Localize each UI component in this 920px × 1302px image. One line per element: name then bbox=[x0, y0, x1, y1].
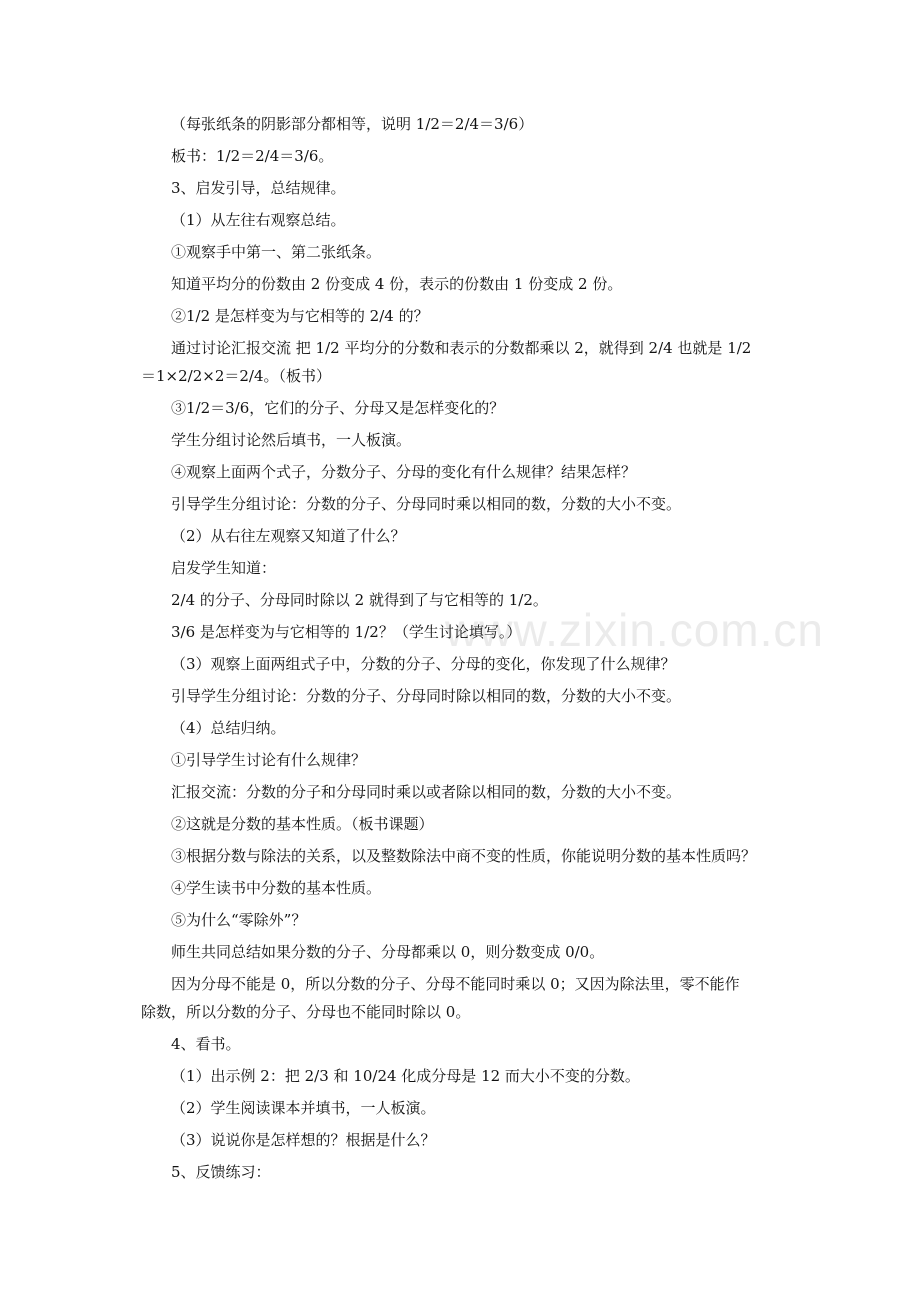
text-line: 2/4 的分子、分母同时除以 2 就得到了与它相等的 1/2。 bbox=[171, 591, 548, 609]
text-line: （3）观察上面两组式子中，分数的分子、分母的变化，你发现了什么规律？ bbox=[171, 655, 676, 673]
text-line: （2）从右往左观察又知道了什么？ bbox=[171, 527, 406, 545]
text-line: 通过讨论汇报交流 把 1/2 平均分的分数和表示的分数都乘以 2，就得到 2/4 也就是 1/2 bbox=[171, 339, 752, 357]
text-line: 4、看书。 bbox=[171, 1035, 241, 1053]
text-line: ②1/2 是怎样变为与它相等的 2/4 的？ bbox=[171, 307, 429, 325]
text-line: （每张纸条的阴影部分都相等，说明 1/2＝2/4＝3/6） bbox=[171, 115, 534, 133]
text-line: 3/6 是怎样变为与它相等的 1/2？（学生讨论填写。） bbox=[171, 623, 522, 641]
text-line: （2）学生阅读课本并填书，一人板演。 bbox=[171, 1099, 436, 1117]
text-line: 3、启发引导，总结规律。 bbox=[171, 179, 346, 197]
text-line: 汇报交流：分数的分子和分母同时乘以或者除以相同的数，分数的大小不变。 bbox=[171, 783, 682, 801]
text-line: 因为分母不能是 0，所以分数的分子、分母不能同时乘以 0；又因为除法里，零不能作 bbox=[171, 975, 740, 993]
text-line: 师生共同总结如果分数的分子、分母都乘以 0，则分数变成 0/0。 bbox=[171, 943, 605, 961]
text-line: （1）从左往右观察总结。 bbox=[171, 211, 346, 229]
text-line: 启发学生知道： bbox=[171, 559, 277, 577]
text-line: ①引导学生讨论有什么规律？ bbox=[171, 751, 367, 769]
text-line: 知道平均分的份数由 2 份变成 4 份，表示的份数由 1 份变成 2 份。 bbox=[171, 275, 623, 293]
text-line: （3）说说你是怎样想的？根据是什么？ bbox=[171, 1131, 436, 1149]
text-line: ④观察上面两个式子，分数分子、分母的变化有什么规律？结果怎样？ bbox=[171, 463, 637, 481]
text-line: 引导学生分组讨论：分数的分子、分母同时除以相同的数，分数的大小不变。 bbox=[171, 687, 682, 705]
text-line: 学生分组讨论然后填书，一人板演。 bbox=[171, 431, 412, 449]
text-line: 引导学生分组讨论：分数的分子、分母同时乘以相同的数，分数的大小不变。 bbox=[171, 495, 682, 513]
watermark-text: www.zixin.com.cn bbox=[445, 604, 824, 656]
text-line: ③1/2＝3/6，它们的分子、分母又是怎样变化的？ bbox=[171, 399, 505, 417]
text-line: ⑤为什么“零除外”？ bbox=[171, 911, 307, 929]
text-line: ④学生读书中分数的基本性质。 bbox=[171, 879, 382, 897]
text-line: ①观察手中第一、第二张纸条。 bbox=[171, 243, 382, 261]
text-line: 5、反馈练习： bbox=[171, 1163, 271, 1181]
text-line: （4）总结归纳。 bbox=[171, 719, 286, 737]
text-line: 板书：1/2＝2/4＝3/6。 bbox=[171, 147, 334, 165]
text-line: （1）出示例 2：把 2/3 和 10/24 化成分母是 12 而大小不变的分数。 bbox=[171, 1067, 640, 1085]
text-line: ＝1×2/2×2＝2/4。（板书） bbox=[141, 367, 332, 385]
text-line: ③根据分数与除法的关系，以及整数除法中商不变的性质，你能说明分数的基本性质吗？ bbox=[171, 847, 757, 865]
text-line: ②这就是分数的基本性质。（板书课题） bbox=[171, 815, 434, 833]
text-line: 除数，所以分数的分子、分母也不能同时除以 0。 bbox=[141, 1003, 471, 1021]
